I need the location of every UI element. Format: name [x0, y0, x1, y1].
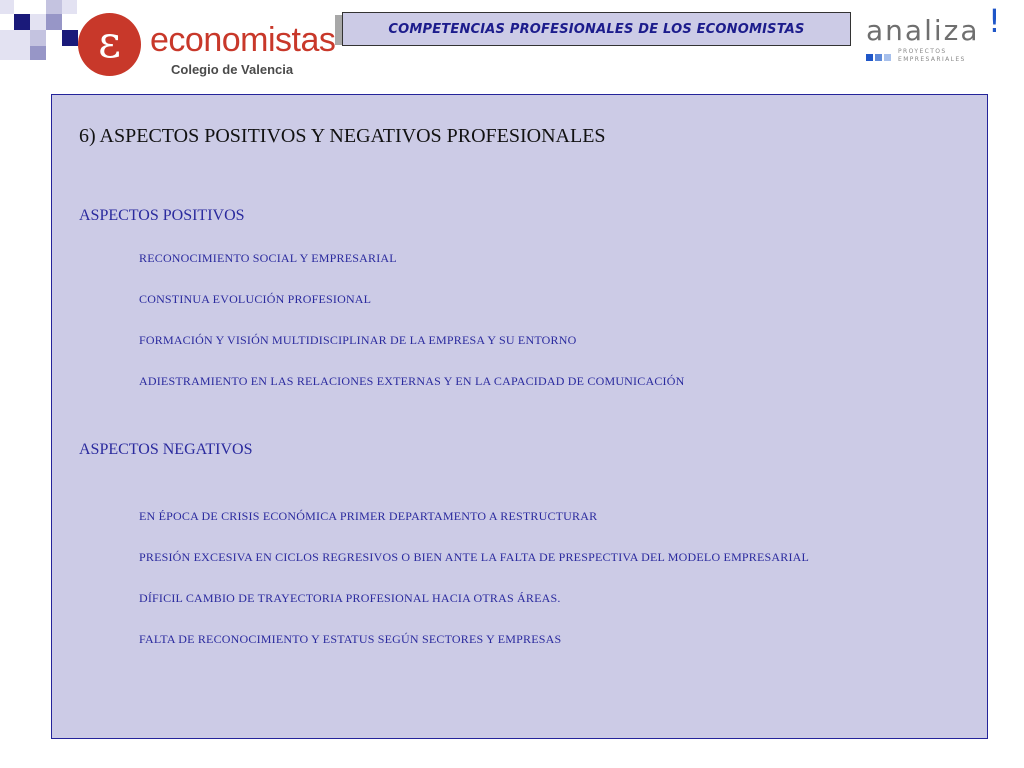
decor-square — [30, 14, 46, 30]
negative-item: FALTA DE RECONOCIMIENTO Y ESTATUS SEGÚN SECTORES Y EMPRESAS — [139, 632, 562, 646]
brand-dots-icon — [866, 48, 893, 66]
decor-square — [14, 14, 30, 30]
negative-item: PRESIÓN EXCESIVA EN CICLOS REGRESIVOS O BIEN ANTE LA FALTA DE PRESPECTIVA DEL MODELO EMPRESARIAL — [139, 550, 810, 564]
positive-item: RECONOCIMIENTO SOCIAL Y EMPRESARIAL — [139, 251, 397, 265]
header-title-box — [342, 12, 851, 46]
decor-square — [30, 30, 46, 46]
logo-subtitle: Colegio de Valencia — [171, 62, 294, 77]
decor-square — [62, 30, 78, 46]
negative-item: EN ÉPOCA DE CRISIS ECONÓMICA PRIMER DEPARTAMENTO A RESTRUCTURAR — [139, 509, 598, 523]
logo-emblem — [78, 13, 141, 76]
content-panel — [51, 94, 988, 739]
decor-square — [46, 14, 62, 30]
positive-item: FORMACIÓN Y VISIÓN MULTIDISCIPLINAR DE LA EMPRESA Y SU ENTORNO — [139, 333, 577, 347]
negatives-heading: ASPECTOS NEGATIVOS — [79, 441, 253, 458]
brand-name: analiza — [866, 14, 980, 47]
positives-heading: ASPECTOS POSITIVOS — [79, 207, 245, 224]
brand-exclamation-mark: ! — [988, 2, 1001, 40]
logo-name: economistas — [150, 21, 336, 59]
positive-item: ADIESTRAMIENTO EN LAS RELACIONES EXTERNAS Y EN LA CAPACIDAD DE COMUNICACIÓN — [139, 374, 685, 388]
decor-square — [62, 0, 77, 14]
decor-square — [0, 0, 14, 14]
brand-dot — [875, 54, 882, 61]
header-title: COMPETENCIAS PROFESIONALES DE LOS ECONOMISTAS — [388, 21, 805, 37]
decor-square — [0, 30, 30, 60]
brand-dot — [866, 54, 873, 61]
logo-epsilon-icon: ε — [98, 17, 121, 68]
decor-square — [46, 0, 62, 14]
positive-item: CONSTINUA EVOLUCIÓN PROFESIONAL — [139, 292, 372, 306]
analiza-logo — [864, 2, 1014, 63]
section-title: 6) ASPECTOS POSITIVOS Y NEGATIVOS PROFESIONALES — [79, 125, 606, 147]
negative-item: DÍFICIL CAMBIO DE TRAYECTORIA PROFESIONAL HACIA OTRAS ÁREAS. — [139, 591, 561, 605]
brand-dot — [884, 54, 891, 61]
brand-tagline: PROYECTOS EMPRESARIALES — [898, 48, 966, 63]
decor-square — [30, 46, 46, 60]
